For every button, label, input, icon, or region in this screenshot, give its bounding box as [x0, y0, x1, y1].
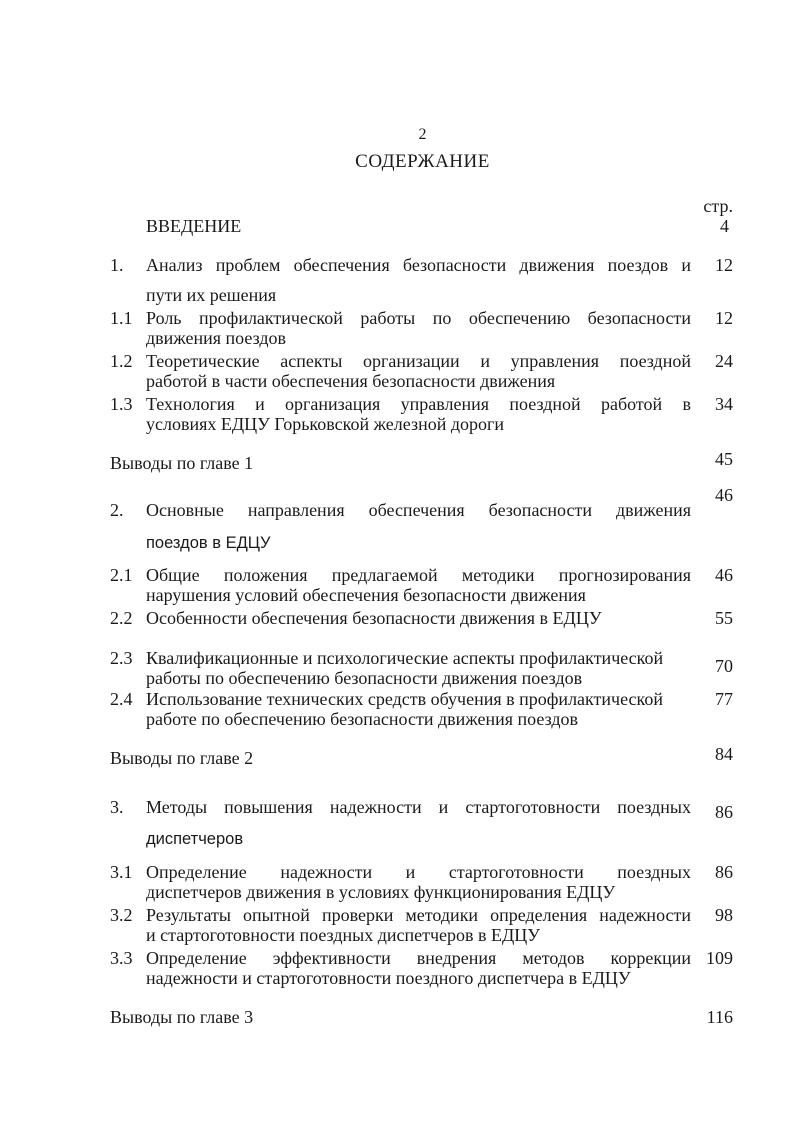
section-title: Технология и организация управления поездной работой в [146, 394, 691, 414]
section-number: 3.2 [110, 905, 133, 925]
chapter-title-cont: пути их решения [146, 285, 277, 305]
section-title: Квалификационные и психологические аспекты профилактической [146, 648, 664, 668]
conclusion-title: Выводы по главе 1 [110, 453, 254, 473]
section-number: 1.1 [110, 308, 133, 328]
section-page: 46 [715, 565, 733, 585]
section-title: Теоретические аспекты организации и управления поездной [146, 351, 691, 371]
section-title-cont: работы по обеспечению безопасности движения поездов [146, 668, 583, 688]
chapter-number: 3. [110, 797, 124, 817]
conclusion-page: 45 [715, 449, 733, 469]
section-number: 1.2 [110, 351, 133, 371]
section-title: Результаты опытной проверки методики определения надежности [146, 905, 691, 925]
section-number: 2.2 [110, 608, 133, 628]
section-page: 86 [715, 862, 733, 882]
section-title-cont: движения поездов [146, 328, 287, 348]
section-page: 34 [715, 394, 733, 414]
section-page: 109 [706, 948, 733, 968]
toc-intro-title: ВВЕДЕНИЕ [146, 216, 242, 236]
section-title: Роль профилактической работы по обеспечению безопасности [146, 308, 691, 328]
section-title-cont: надежности и стартоготовности поездного диспетчера в ЕДЦУ [146, 968, 631, 988]
section-page: 98 [715, 905, 733, 925]
conclusion-title: Выводы по главе 2 [110, 748, 254, 768]
chapter-title: Анализ проблем обеспечения безопасности движения поездов и [146, 255, 691, 275]
section-title: Особенности обеспечения безопасности движения в ЕДЦУ [146, 608, 602, 628]
section-page: 24 [715, 351, 733, 371]
section-title-cont: работе по обеспечению безопасности движения поездов [146, 709, 579, 729]
section-title-cont: нарушения условий обеспечения безопасности движения [146, 585, 586, 605]
section-title-cont: работой в части обеспечения безопасности движения [146, 371, 556, 391]
conclusion-page: 84 [715, 744, 733, 764]
page-column-label: стр. [703, 196, 733, 216]
section-page: 12 [715, 308, 733, 328]
toc-heading: СОДЕРЖАНИЕ [355, 151, 490, 172]
section-title-cont: условиях ЕДЦУ Горьковской железной дороги [146, 414, 505, 434]
section-number: 2.3 [110, 648, 133, 668]
section-page: 55 [715, 608, 733, 628]
section-title: Определение надежности и стартоготовности поездных [146, 862, 691, 882]
chapter-number: 2. [110, 500, 124, 520]
section-page: 70 [715, 656, 733, 676]
chapter-page: 46 [715, 485, 733, 505]
chapter-number: 1. [110, 255, 124, 275]
section-number: 2.1 [110, 565, 133, 585]
toc-intro-page: 4 [720, 216, 729, 236]
section-page: 77 [715, 689, 733, 709]
conclusion-page: 116 [706, 1007, 733, 1027]
section-number: 3.3 [110, 948, 133, 968]
section-number: 3.1 [110, 862, 133, 882]
chapter-page: 12 [715, 255, 733, 275]
section-number: 2.4 [110, 689, 133, 709]
section-number: 1.3 [110, 394, 133, 414]
chapter-title-cont: диспетчеров [146, 830, 244, 848]
section-title: Общие положения предлагаемой методики прогнозирования [146, 565, 691, 585]
chapter-title-cont: поездов в ЕДЦУ [146, 534, 271, 552]
section-title: Определение эффективности внедрения методов коррекции [146, 948, 691, 968]
chapter-title: Основные направления обеспечения безопасности движения [146, 500, 691, 520]
chapter-page: 86 [715, 802, 733, 822]
section-title-cont: и стартоготовности поездных диспетчеров в ЕДЦУ [146, 925, 541, 945]
chapter-title: Методы повышения надежности и стартоготовности поездных [146, 797, 691, 817]
page-number: 2 [418, 126, 427, 143]
section-title: Использование технических средств обучения в профилактической [146, 689, 663, 709]
section-title-cont: диспетчеров движения в условиях функционирования ЕДЦУ [146, 882, 616, 902]
conclusion-title: Выводы по главе 3 [110, 1007, 254, 1027]
